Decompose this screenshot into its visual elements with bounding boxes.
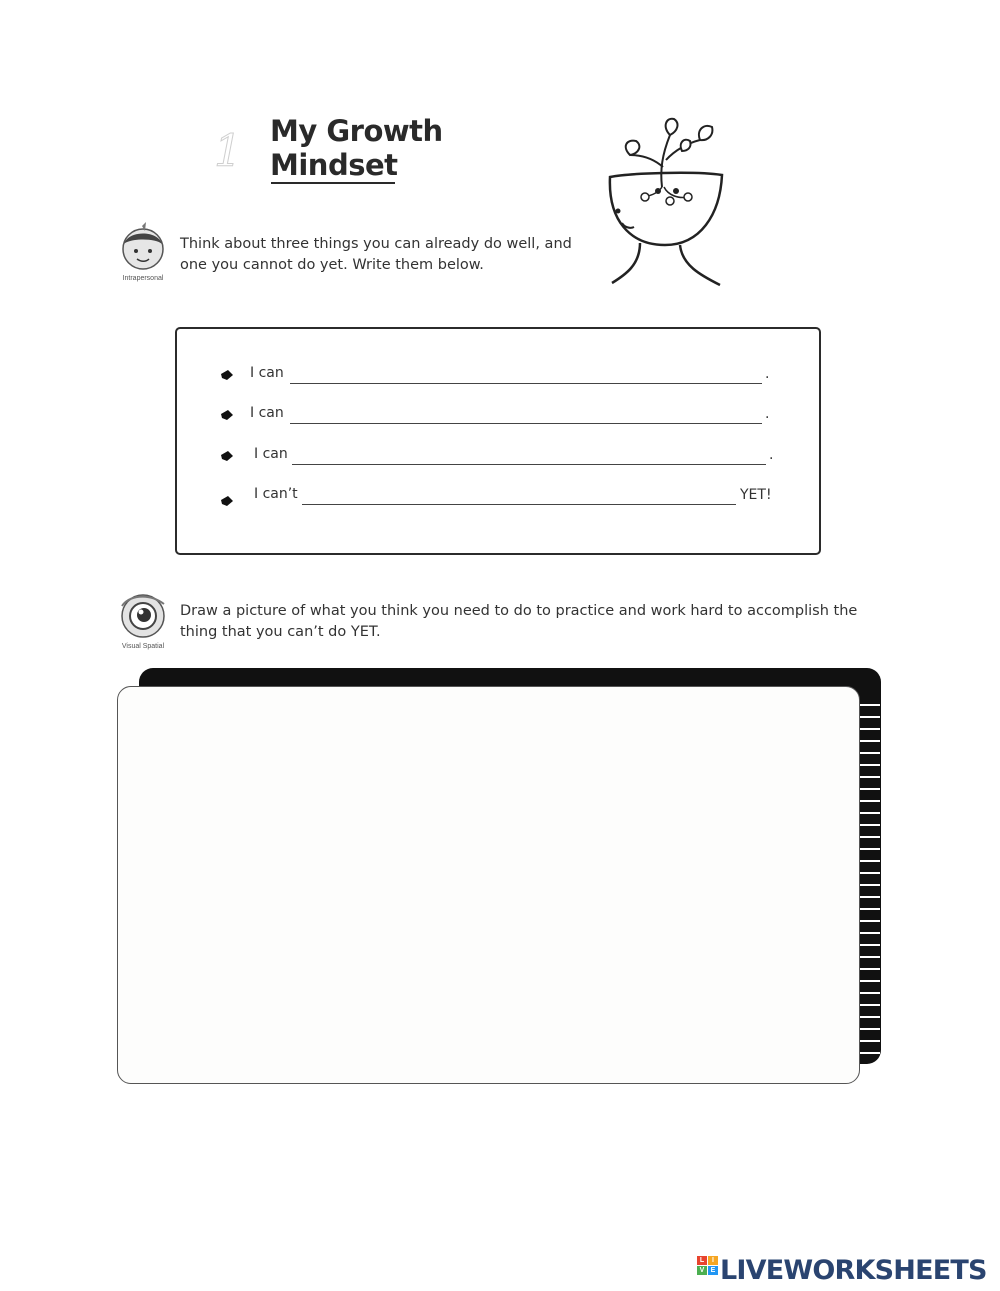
brand-text: LIVEWORKSHEETS xyxy=(720,1254,987,1286)
binding-stripe xyxy=(860,992,880,994)
binding-stripe xyxy=(860,956,880,958)
binding-stripe xyxy=(860,764,880,766)
bullet-icon xyxy=(220,450,234,462)
binding-stripe xyxy=(860,944,880,946)
binding-stripe xyxy=(860,1052,880,1054)
binding-stripe xyxy=(860,728,880,730)
line-label: I can’t xyxy=(254,486,298,502)
binding-stripe xyxy=(860,980,880,982)
logo-letter-e: E xyxy=(708,1266,718,1275)
visual-spatial-icon-block xyxy=(118,592,168,650)
binding-stripe xyxy=(860,932,880,934)
binding-stripe xyxy=(860,860,880,862)
writing-box xyxy=(175,327,821,555)
intrapersonal-icon-block xyxy=(118,222,168,282)
instruction-2-line-2: thing that you can’t do YET. xyxy=(180,624,381,640)
page-number: 1 xyxy=(214,126,242,177)
drawing-area[interactable] xyxy=(117,686,860,1084)
answer-line-1[interactable] xyxy=(290,383,762,384)
binding-stripe xyxy=(860,704,880,706)
binding-stripes xyxy=(860,700,882,1060)
line-end: . xyxy=(769,447,774,463)
bullet-icon xyxy=(220,495,234,507)
visual-spatial-eye-icon xyxy=(118,592,168,638)
plant-head-illustration xyxy=(600,115,730,290)
line-end: YET! xyxy=(740,487,772,503)
instruction-1-line-2: one you cannot do yet. Write them below. xyxy=(180,257,484,273)
logo-letter-l: L xyxy=(697,1256,707,1265)
line-row-3 xyxy=(220,446,780,470)
logo-letter-i: I xyxy=(708,1256,718,1265)
binding-stripe xyxy=(860,716,880,718)
binding-stripe xyxy=(860,740,880,742)
liveworksheets-brand xyxy=(697,1254,987,1286)
instruction-2-line-1: Draw a picture of what you think you need to do to practice and work hard to accomplish the xyxy=(180,603,858,619)
binding-stripe xyxy=(860,1040,880,1042)
binding-stripe xyxy=(860,896,880,898)
binding-stripe xyxy=(860,884,880,886)
visual-spatial-caption: Visual Spatial xyxy=(121,643,165,650)
line-label: I can xyxy=(254,446,288,462)
title-line-1: My Growth xyxy=(270,114,443,148)
binding-stripe xyxy=(860,752,880,754)
binding-stripe xyxy=(860,812,880,814)
binding-stripe xyxy=(860,1028,880,1030)
logo-letter-v: V xyxy=(697,1266,707,1275)
binding-stripe xyxy=(860,872,880,874)
binding-stripe xyxy=(860,800,880,802)
instruction-2 xyxy=(180,601,857,643)
line-row-1 xyxy=(220,365,780,389)
binding-stripe xyxy=(860,788,880,790)
binding-stripe xyxy=(860,1004,880,1006)
answer-line-2[interactable] xyxy=(290,423,762,424)
binding-stripe xyxy=(860,824,880,826)
intrapersonal-head-icon xyxy=(118,222,168,270)
answer-line-3[interactable] xyxy=(292,464,766,465)
line-label: I can xyxy=(250,405,284,421)
answer-line-4[interactable] xyxy=(302,504,736,505)
liveworksheets-logo-icon xyxy=(697,1256,717,1284)
binding-stripe xyxy=(860,968,880,970)
binding-stripe xyxy=(860,920,880,922)
bullet-icon xyxy=(220,409,234,421)
instruction-1 xyxy=(180,234,572,276)
title-underline xyxy=(271,182,395,184)
line-row-4 xyxy=(220,486,780,510)
binding-stripe xyxy=(860,836,880,838)
title-line-2: Mindset xyxy=(270,148,398,182)
binding-stripe xyxy=(860,1016,880,1018)
instruction-1-line-1: Think about three things you can already do well, and xyxy=(180,236,572,252)
binding-stripe xyxy=(860,776,880,778)
line-row-2 xyxy=(220,405,780,429)
page-title xyxy=(270,114,443,182)
binding-stripe xyxy=(860,908,880,910)
line-end: . xyxy=(765,406,770,422)
binding-stripe xyxy=(860,848,880,850)
intrapersonal-caption: Intrapersonal xyxy=(122,275,164,282)
bullet-icon xyxy=(220,369,234,381)
line-end: . xyxy=(765,366,770,382)
line-label: I can xyxy=(250,365,284,381)
